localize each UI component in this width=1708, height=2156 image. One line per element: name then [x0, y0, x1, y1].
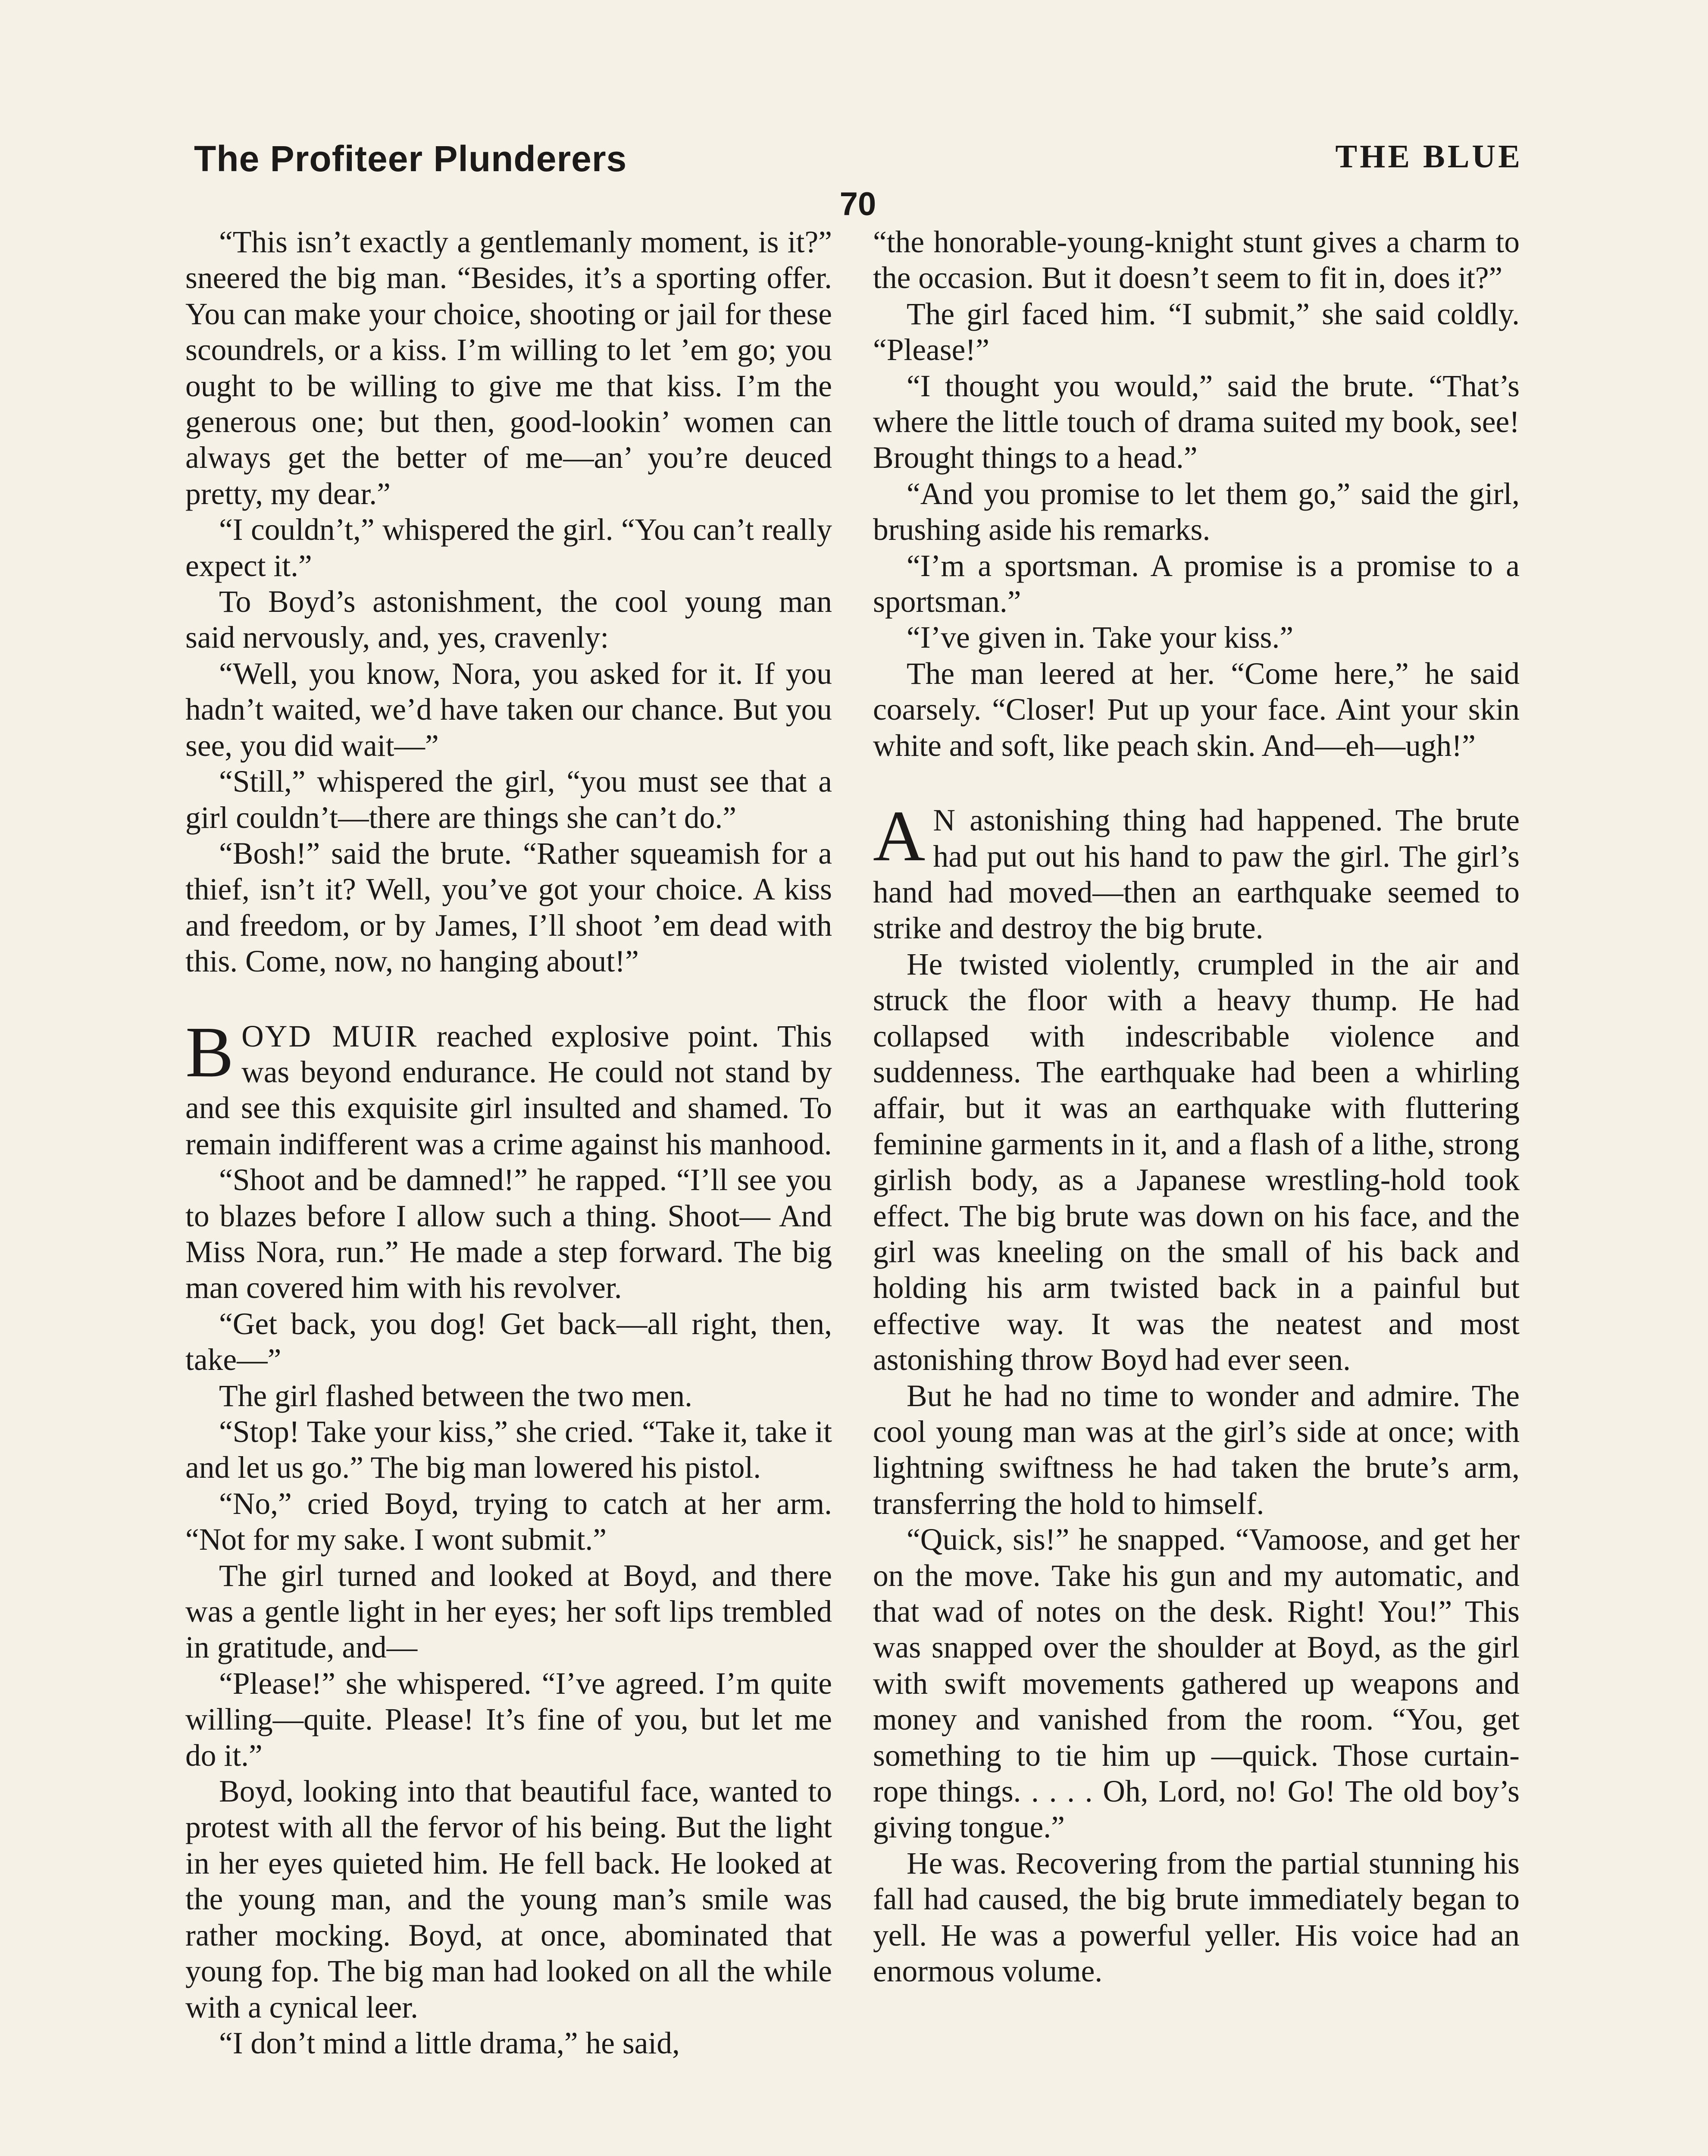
paragraph: He twisted violently, crumpled in the air and struck the floor with a heavy thump. He had collapsed with indescribable violence and suddenness. The earthquake had been a whirling affair, but it was an earthquake with fluttering feminine garments in it, and a flash of a lithe, strong girlish body, as a Japanese wrestling-hold took effect. The big brute was down on his face, and the girl was kneeling on the small of his back and holding his arm twisted back in a painful but effective way. It was the neatest and most astonishing throw Boyd had ever seen.: [873, 947, 1520, 1377]
paragraph: The man leered at her. “Come here,” he said coarsely. “Closer! Put up your face. Aint your skin white and soft, like peach skin. And—eh—ugh!”: [873, 656, 1520, 763]
lead-in-caps: OYD MUIR: [241, 1019, 418, 1053]
paragraph-continued: “the honorable-young-knight stunt gives a charm to the occasion. But it doesn’t seem to fit in, does it?”: [873, 225, 1520, 295]
paragraph: “Bosh!” said the brute. “Rather squeamish for a thief, isn’t it? Well, you’ve got your choice. A kiss and freedom, or by James, I’ll shoot ’em dead with this. Come, now, no hanging about!”: [185, 836, 832, 979]
drop-cap: A: [873, 796, 926, 877]
paragraph: Boyd, looking into that beautiful face, wanted to protest with all the fervor of his being. But the light in her eyes quieted him. He fell back. He looked at the young man, and the young man’s smile was rather mocking. Boyd, at once, abominated that young fop. The big man had looked on all the while with a cynical leer.: [185, 1774, 832, 2024]
paragraph: The girl flashed between the two men.: [219, 1379, 692, 1413]
paragraph: “Get back, you dog! Get back—all right, then, take—”: [185, 1307, 832, 1377]
paragraph: “Stop! Take your kiss,” she cried. “Take it, take it and let us go.” The big man lowered his pistol.: [185, 1415, 832, 1485]
left-column: [185, 224, 832, 2061]
paragraph: “I couldn’t,” whispered the girl. “You can’t really expect it.”: [185, 513, 832, 583]
paragraph: The girl turned and looked at Boyd, and there was a gentle light in her eyes; her soft lips trembled in gratitude, and—: [185, 1558, 832, 1665]
lead-in-caps: N: [933, 803, 957, 838]
lead-in-text: astonishing thing had happened. The brute had put out his hand to paw the girl. The girl’s hand had moved—then an earthquake seemed to strike and destroy the big brute.: [873, 803, 1520, 946]
paragraph: “And you promise to let them go,” said the girl, brushing aside his remarks.: [873, 476, 1520, 547]
section-break: [873, 764, 1520, 802]
story-title: The Profiteer Plunderers: [194, 138, 627, 179]
paragraph: “I don’t mind a little drama,” he said,: [219, 2026, 680, 2060]
right-column: [873, 224, 1520, 1990]
paragraph: “Please!” she whispered. “I’ve agreed. I’m quite willing—quite. Please! It’s fine of you, but let me do it.”: [185, 1666, 832, 1773]
page-number: 70: [839, 186, 876, 222]
running-header: [194, 138, 1523, 185]
drop-cap: B: [185, 1012, 234, 1092]
section-break: [185, 980, 832, 1018]
magazine-name: THE BLUE: [1335, 138, 1523, 175]
section-opening-paragraph: [873, 796, 1520, 946]
paragraph: The girl faced him. “I submit,” she said coldly. “Please!”: [873, 297, 1520, 367]
paragraph: “Shoot and be damned!” he rapped. “I’ll see you to blazes before I allow such a thing. Shoot— And Miss Nora, run.” He made a step forward. The big man covered him with his revolver.: [185, 1163, 832, 1305]
paragraph: “I thought you would,” said the brute. “That’s where the little touch of drama suited my book, see! Brought things to a head.”: [873, 369, 1520, 475]
paragraph: “Still,” whispered the girl, “you must see that a girl couldn’t—there are things she can’t do.”: [185, 765, 832, 835]
paragraph: “This isn’t exactly a gentlemanly moment, is it?” sneered the big man. “Besides, it’s a sporting offer. You can make your choice, shooting or jail for these scoundrels, or a kiss. I’m willing to let ’em go; you ought to be willing to give me that kiss. I’m the generous one; but then, good-lookin’ women can always get the better of me—an’ you’re deuced pretty, my dear.”: [185, 225, 832, 511]
paragraph: “Quick, sis!” he snapped. “Vamoose, and get her on the move. Take his gun and my automatic, and that wad of notes on the desk. Right! You!” This was snapped over the shoulder at Boyd, as the girl with swift movements gathered up weapons and money and vanished from the room. “You, get something to tie him up —quick. Those curtain-rope things. . . . . Oh, Lord, no! Go! The old boy’s giving tongue.”: [873, 1523, 1520, 1845]
paragraph: He was. Recovering from the partial stunning his fall had caused, the big brute immediately began to yell. He was a powerful yeller. His voice had an enormous volume.: [873, 1846, 1520, 1989]
paragraph: But he had no time to wonder and admire. The cool young man was at the girl’s side at once; with lightning swiftness he had taken the brute’s arm, transferring the hold to himself.: [873, 1379, 1520, 1521]
paragraph: “No,” cried Boyd, trying to catch at her arm. “Not for my sake. I wont submit.”: [185, 1486, 832, 1557]
paragraph: “Well, you know, Nora, you asked for it. If you hadn’t waited, we’d have taken our chance. But you see, you did wait—”: [185, 656, 832, 763]
paragraph: “I’m a sportsman. A promise is a promise to a sportsman.”: [873, 548, 1520, 619]
paragraph: To Boyd’s astonishment, the cool young man said nervously, and, yes, cravenly:: [185, 585, 832, 655]
paragraph: “I’ve given in. Take your kiss.”: [907, 620, 1294, 655]
section-opening-paragraph: [185, 1012, 832, 1163]
lead-in-text: reached explosive point. This was beyond endurance. He could not stand by and see this exquisite girl insulted and shamed. To remain indifferent was a crime against his manhood.: [185, 1019, 832, 1161]
